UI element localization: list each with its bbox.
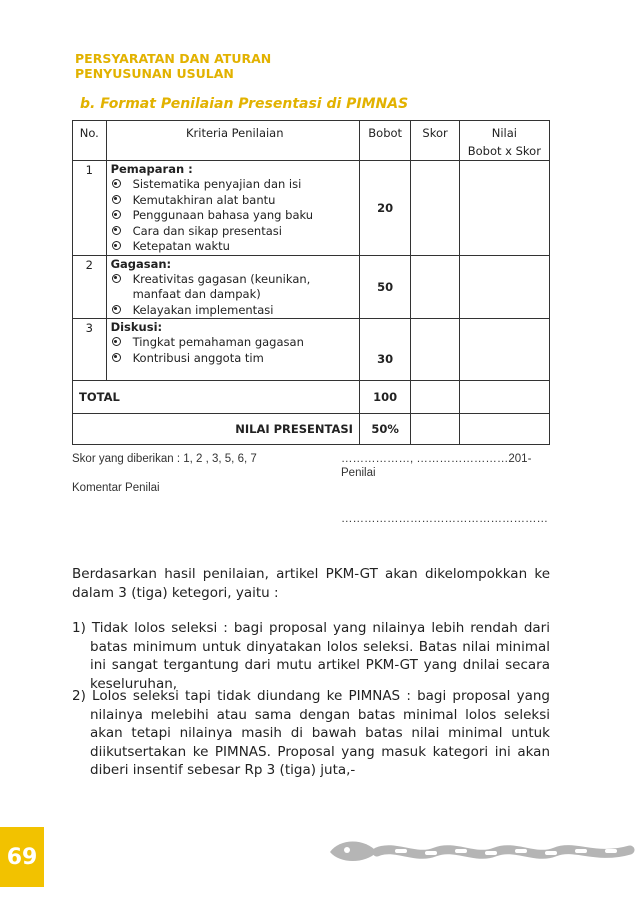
row-skor	[411, 319, 459, 381]
nilai-header-line-2: Bobot x Skor	[467, 144, 541, 158]
list-item-2	[72, 687, 550, 780]
bullet-icon	[112, 353, 121, 362]
criteria-list	[111, 272, 359, 319]
total-label: TOTAL	[73, 381, 360, 414]
col-header-nilai	[459, 121, 549, 161]
date-line: ………………, ……………………201-	[341, 453, 532, 465]
page-number-badge: 69	[0, 827, 44, 887]
bullet-icon	[112, 337, 121, 346]
nilai-presentasi-label: NILAI PRESENTASI	[73, 414, 360, 445]
nilai-header-line-1: Nilai	[491, 126, 517, 140]
col-header-bobot: Bobot	[359, 121, 410, 161]
bullet-icon	[112, 195, 121, 204]
bullet-icon	[112, 274, 121, 283]
table-row	[73, 319, 550, 381]
signature-line: ………………………………………………	[341, 513, 548, 525]
row-nilai	[459, 161, 549, 256]
assessment-table	[72, 120, 550, 445]
list-item: Kreativitas gagasan (keunikan, manfaat dan dampak)	[111, 272, 359, 303]
skor-text: Skor yang diberikan : 1, 2 , 3, 5, 6, 7	[72, 453, 257, 465]
total-nilai	[459, 381, 549, 414]
decorative-snake-icon	[325, 830, 635, 875]
page-header	[75, 51, 271, 81]
list-item-2-text: 2) Lolos seleksi tapi tidak diundang ke PIMNAS : bagi proposal yang nilainya melebihi atau sama dengan batas minimal lolos seleksi akan tetapi nilainya masih di bawah batas nilai minimal untuk diikutsertakan ke PIMNAS. Proposal yang masuk kategori ini akan diberi insentif sebesar Rp 3 (tiga) juta,-	[72, 688, 550, 778]
list-item-1	[72, 619, 550, 693]
section-subtitle: b. Format Penilaian Presentasi di PIMNAS	[80, 96, 409, 112]
table-header-row	[73, 121, 550, 161]
row-skor	[411, 161, 459, 256]
nilai-presentasi-skor	[411, 414, 459, 445]
bullet-icon	[112, 305, 121, 314]
nilai-presentasi-nilai	[459, 414, 549, 445]
header-line-2: PENYUSUNAN USULAN	[75, 66, 234, 81]
section-title: Diskusi:	[110, 320, 163, 334]
row-bobot: 30	[359, 319, 410, 381]
total-row	[73, 381, 550, 414]
list-item: Penggunaan bahasa yang baku	[111, 208, 359, 224]
row-bobot: 50	[359, 255, 410, 319]
list-item: Cara dan sikap presentasi	[111, 224, 359, 240]
row-nilai	[459, 319, 549, 381]
list-item: Sistematika penyajian dan isi	[111, 177, 359, 193]
row-nilai	[459, 255, 549, 319]
row-criteria	[106, 319, 359, 381]
row-no: 3	[73, 319, 107, 381]
nilai-presentasi-row	[73, 414, 550, 445]
criteria-list	[111, 177, 359, 255]
total-skor	[411, 381, 459, 414]
nilai-presentasi-value: 50%	[359, 414, 410, 445]
row-bobot: 20	[359, 161, 410, 256]
bullet-icon	[112, 179, 121, 188]
komentar-label: Komentar Penilai	[72, 482, 160, 494]
penilai-label: Penilai	[341, 467, 376, 479]
list-item: Kemutakhiran alat bantu	[111, 193, 359, 209]
row-no: 1	[73, 161, 107, 256]
table-row	[73, 255, 550, 319]
list-item: Kelayakan implementasi	[111, 303, 359, 319]
col-header-no: No.	[73, 121, 107, 161]
row-criteria	[106, 161, 359, 256]
list-item: Kontribusi anggota tim	[111, 351, 359, 367]
list-item: Tingkat pemahaman gagasan	[111, 335, 359, 351]
row-criteria	[106, 255, 359, 319]
row-no: 2	[73, 255, 107, 319]
total-value: 100	[359, 381, 410, 414]
section-title: Pemaparan :	[110, 162, 193, 176]
col-header-kriteria: Kriteria Penilaian	[106, 121, 359, 161]
criteria-list	[111, 335, 359, 366]
bullet-icon	[112, 241, 121, 250]
table-row	[73, 161, 550, 256]
col-header-skor: Skor	[411, 121, 459, 161]
list-item: Ketepatan waktu	[111, 239, 359, 255]
bullet-icon	[112, 226, 121, 235]
header-line-1: PERSYARATAN DAN ATURAN	[75, 51, 272, 66]
intro-paragraph: Berdasarkan hasil penilaian, artikel PKM-GT akan dikelompokkan ke dalam 3 (tiga) ketegori, yaitu :	[72, 566, 550, 601]
section-title: Gagasan:	[110, 256, 172, 271]
row-skor	[411, 255, 459, 319]
bullet-icon	[112, 210, 121, 219]
list-item-1-text: 1) Tidak lolos seleksi : bagi proposal yang nilainya lebih rendah dari batas minimum untuk dinyatakan lolos seleksi. Batas nilai minimal ini sangat tergantung dari mutu artikel PKM-GT yang dnilai secara keseluruhan,	[72, 620, 550, 692]
